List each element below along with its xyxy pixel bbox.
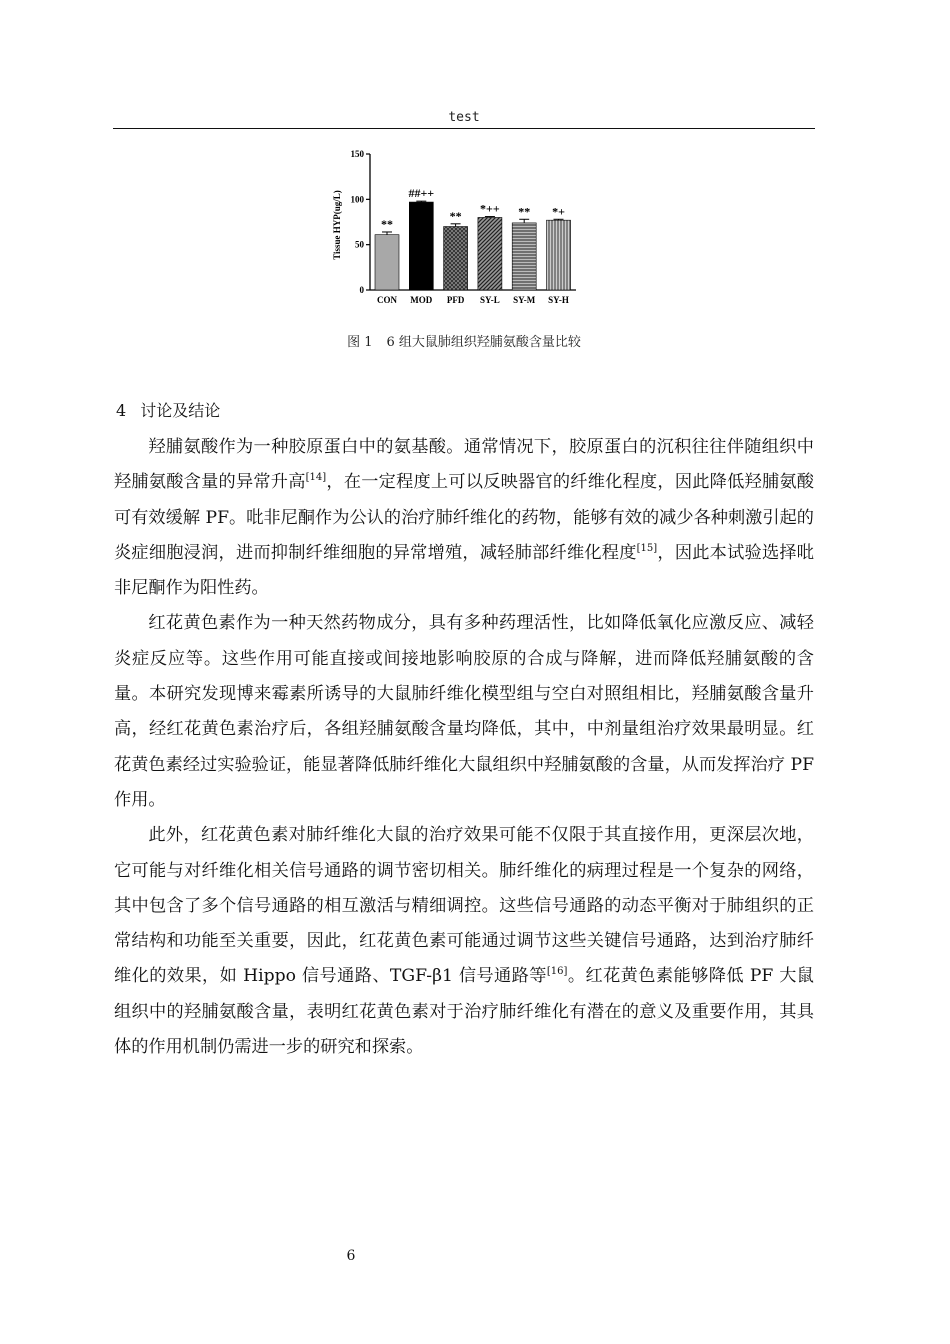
figure-number: 图 1	[347, 335, 373, 350]
bar-sy-h	[547, 220, 571, 290]
section-heading	[116, 398, 220, 421]
significance-label: **	[518, 204, 531, 219]
bar-sy-m	[512, 223, 536, 290]
page-number: 6	[346, 1248, 356, 1264]
paragraph-1-text-c: ，因此本试验选择吡非尼酮作为阳性药。	[114, 542, 814, 599]
bar-con	[375, 235, 399, 290]
header-text: test	[448, 110, 480, 125]
x-tick-label: MOD	[410, 295, 433, 305]
citation-16: [16]	[546, 966, 568, 978]
y-tick-label: 150	[350, 149, 364, 159]
citation-14: [14]	[305, 472, 327, 484]
y-axis-label: Tissue HYP(ug/L)	[332, 190, 342, 260]
significance-label: *+	[552, 204, 565, 219]
paragraph-1-text-a: 羟脯氨酸作为一种胶原蛋白中的氨基酸。通常情况下，胶原蛋白的沉积往往伴随组织中羟脯氨酸含量的异常升高	[114, 437, 814, 493]
figure-caption	[0, 331, 928, 350]
bar-sy-l	[478, 217, 502, 290]
header-rule	[113, 128, 815, 129]
y-tick-label: 100	[350, 194, 364, 205]
x-tick-label: PFD	[446, 295, 465, 305]
paragraph-3-text-b: 。红花黄色素能够降低 PF 大鼠组织中的羟脯氨酸含量，表明红花黄色素对于治疗肺纤维化有潜在的意义及重要作用，其具体的作用机制仍需进一步的研究和探索。	[114, 966, 814, 1058]
x-tick-label: SY-L	[480, 295, 500, 305]
bar-mod	[409, 202, 433, 290]
significance-label: ##++	[408, 186, 435, 201]
bar-pfd	[444, 227, 468, 290]
hyp-bar-chart	[326, 143, 582, 313]
paragraph-3	[114, 818, 814, 1065]
significance-label: *++	[480, 201, 500, 216]
paragraph-2: 红花黄色素作为一种天然药物成分，具有多种药理活性，比如降低氧化应激反应、减轻炎症反应等。这些作用可能直接或间接地影响胶原的合成与降解，进而降低羟脯氨酸的含量。本研究发现博来霉素所诱导的大鼠肺纤维化模型组与空白对照组相比，羟脯氨酸含量升高，经红花黄色素治疗后，各组羟脯氨酸含量均降低，其中，中剂量组治疗效果最明显。红花黄色素经过实验验证，能显著降低肺纤维化大鼠组织中羟脯氨酸的含量，从而发挥治疗 PF 作用。	[114, 613, 814, 810]
citation-15: [15]	[636, 542, 658, 554]
x-tick-label: SY-M	[513, 295, 536, 305]
x-tick-label: CON	[377, 295, 397, 305]
figure-caption-text: 6 组大鼠肺组织羟脯氨酸含量比较	[386, 335, 581, 350]
paragraph-3-text-a: 此外，红花黄色素对肺纤维化大鼠的治疗效果可能不仅限于其直接作用，更深层次地，它可能与对纤维化相关信号通路的调节密切相关。肺纤维化的病理过程是一个复杂的网络，其中包含了多个信号通路的相互激活与精细调控。这些信号通路的动态平衡对于肺组织的正常结构和功能至关重要，因此，红花黄色素可能通过调节这些关键信号通路，达到治疗肺纤维化的效果，如 Hippo 信号通路、TGF-β1 信号通路等	[114, 825, 814, 987]
section-title: 讨论及结论	[140, 401, 221, 420]
x-tick-label: SY-H	[548, 295, 569, 305]
section-number: 4	[116, 401, 127, 420]
significance-label: **	[449, 208, 462, 223]
body-text	[114, 430, 814, 1065]
significance-label: **	[381, 216, 393, 231]
y-tick-label: 0	[359, 285, 364, 295]
y-tick-label: 50	[355, 239, 364, 250]
paragraph-1	[114, 430, 814, 606]
paragraph-1-text-b: ，在一定程度上可以反映器官的纤维化程度，因此降低羟脯氨酸可有效缓解 PF。吡非尼酮作为公认的治疗肺纤维化的药物，能够有效的减少各种刺激引起的炎症细胞浸润，进而抑制纤维细胞的异常增殖，减轻肺部纤维化程度	[114, 472, 814, 563]
